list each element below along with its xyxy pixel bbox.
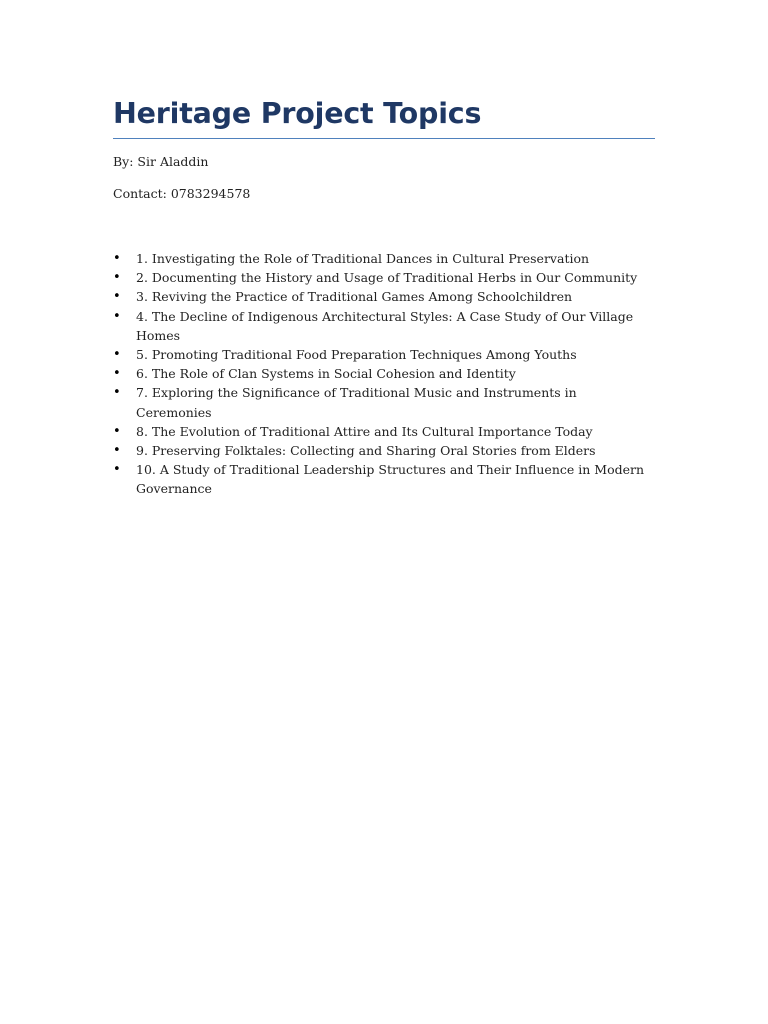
topic-list <box>113 249 655 499</box>
list-item <box>113 287 655 306</box>
list-item-text: 6. The Role of Clan Systems in Social Cohesion and Identity <box>136 366 516 382</box>
list-item-text: 4. The Decline of Indigenous Architectural Styles: A Case Study of Our Village Homes <box>136 308 634 343</box>
bullet-icon: • <box>113 423 121 439</box>
list-item-text: 5. Promoting Traditional Food Preparation Techniques Among Youths <box>136 347 577 363</box>
bullet-icon: • <box>113 443 121 459</box>
bullet-icon: • <box>113 308 121 324</box>
list-item-text: 8. The Evolution of Traditional Attire and Its Cultural Importance Today <box>136 423 593 439</box>
list-item-text: 10. A Study of Traditional Leadership Structures and Their Influence in Modern Governance <box>136 462 645 497</box>
list-item <box>113 422 655 441</box>
contact-line: Contact: 0783294578 <box>113 186 251 201</box>
list-item-text: 1. Investigating the Role of Traditional Dances in Cultural Preservation <box>136 251 590 266</box>
list-item <box>113 307 655 345</box>
list-item <box>113 249 655 268</box>
list-item-text: 7. Exploring the Significance of Traditional Music and Instruments in Ceremonies <box>136 385 577 420</box>
bullet-icon: • <box>113 366 121 382</box>
list-item <box>113 441 655 460</box>
document-body <box>113 94 655 499</box>
bullet-icon: • <box>113 347 121 363</box>
list-item <box>113 364 655 383</box>
list-item-text: 9. Preserving Folktales: Collecting and Sharing Oral Stories from Elders <box>136 443 596 459</box>
list-item <box>113 383 655 421</box>
bullet-icon: • <box>113 462 121 478</box>
page-title: Heritage Project Topics <box>113 94 655 139</box>
list-item <box>113 268 655 287</box>
bullet-icon: • <box>113 289 121 305</box>
list-item <box>113 345 655 364</box>
bullet-icon: • <box>113 251 121 266</box>
list-item-text: 2. Documenting the History and Usage of Traditional Herbs in Our Community <box>136 270 638 286</box>
author-line: By: Sir Aladdin <box>113 154 209 169</box>
list-item <box>113 460 655 498</box>
list-item-text: 3. Reviving the Practice of Traditional Games Among Schoolchildren <box>136 289 573 305</box>
bullet-icon: • <box>113 385 121 401</box>
bullet-icon: • <box>113 270 121 286</box>
